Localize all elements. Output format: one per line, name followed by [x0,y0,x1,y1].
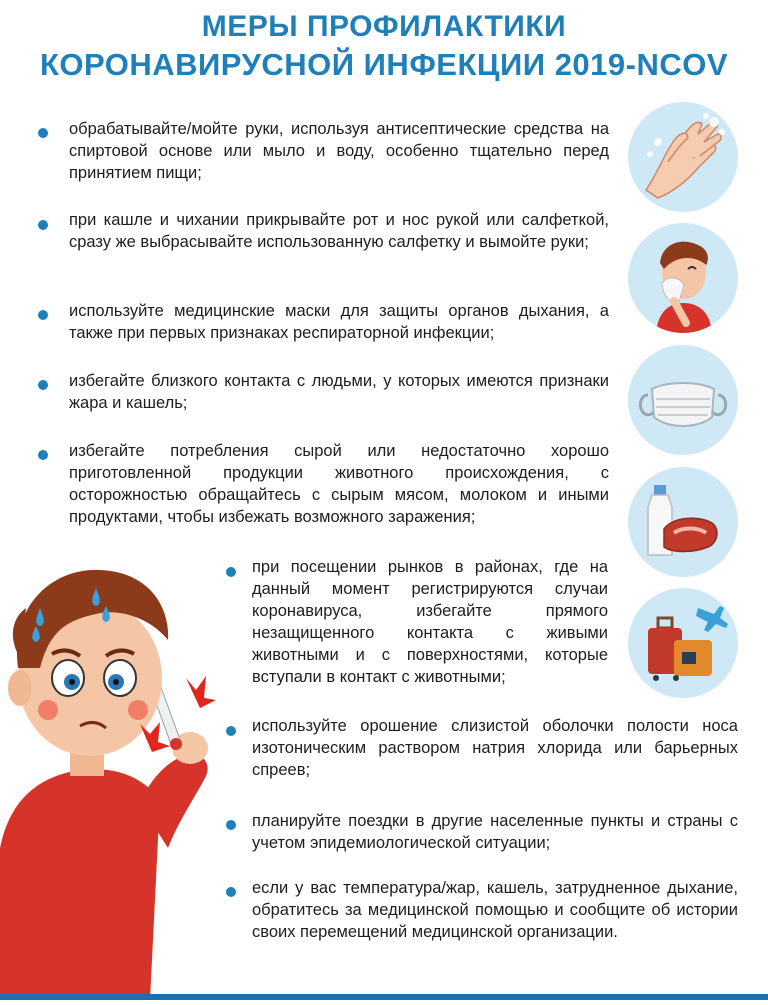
list-item: планируйте поездки в другие населенные пункты и страны с учетом эпидемиологической ситуации; [252,812,738,852]
list-item: используйте орошение слизистой оболочки полости носа изотоническим раствором натрия хлорида или барьерных спреев; [252,717,738,779]
poster-title-line-2: КОРОНАВИРУСНОЙ ИНФЕКЦИИ 2019-NCOV [39,47,729,82]
milk-and-meat-icon [628,467,738,577]
bullet-icon [38,128,48,138]
face-mask-icon [628,345,738,455]
list-item: используйте медицинские маски для защиты органов дыхания, а также при первых признаках респираторной инфекции; [69,302,609,342]
list-item: при кашле и чихании прикрывайте рот и нос рукой или салфеткой, сразу же выбрасывайте использованную салфетку и вымойте руки; [69,211,609,251]
bullet-icon [38,310,48,320]
list-item: обрабатывайте/мойте руки, используя антисептические средства на спиртовой основе или мыло и воду, особенно тщательно перед принятием пищи; [69,120,609,182]
bullet-icon [38,220,48,230]
poster-title-line-1: МЕРЫ ПРОФИЛАКТИКИ [201,10,567,43]
list-item: избегайте потребления сырой или недостаточно хорошо приготовленной продукции животного происхождения, с осторожностью обращайтесь с сырым мясом, молоком и иными продуктами, чтобы избежать возможного заражения; [69,442,609,526]
list-item: избегайте близкого контакта с людьми, у которых имеются признаки жара и кашель; [69,372,609,412]
sick-boy-thermometer-illustration [0,548,230,1005]
list-item: при посещении рынков в районах, где на данный момент регистрируются случаи коронавируса, избегайте прямого незащищенного контакта с живыми животными и с поверхностями, которые вступали в контакт с животными; [252,558,608,686]
list-item: если у вас температура/жар, кашель, затрудненное дыхание, обратитесь за медицинской помощью и сообщите об истории своих перемещений медицинской организации. [252,879,738,941]
bullet-icon [38,450,48,460]
travel-luggage-icon [628,588,738,698]
bullet-icon [38,380,48,390]
sneezing-boy-icon [628,223,738,333]
bottom-bar [0,994,768,1000]
hand-washing-icon [628,102,738,212]
